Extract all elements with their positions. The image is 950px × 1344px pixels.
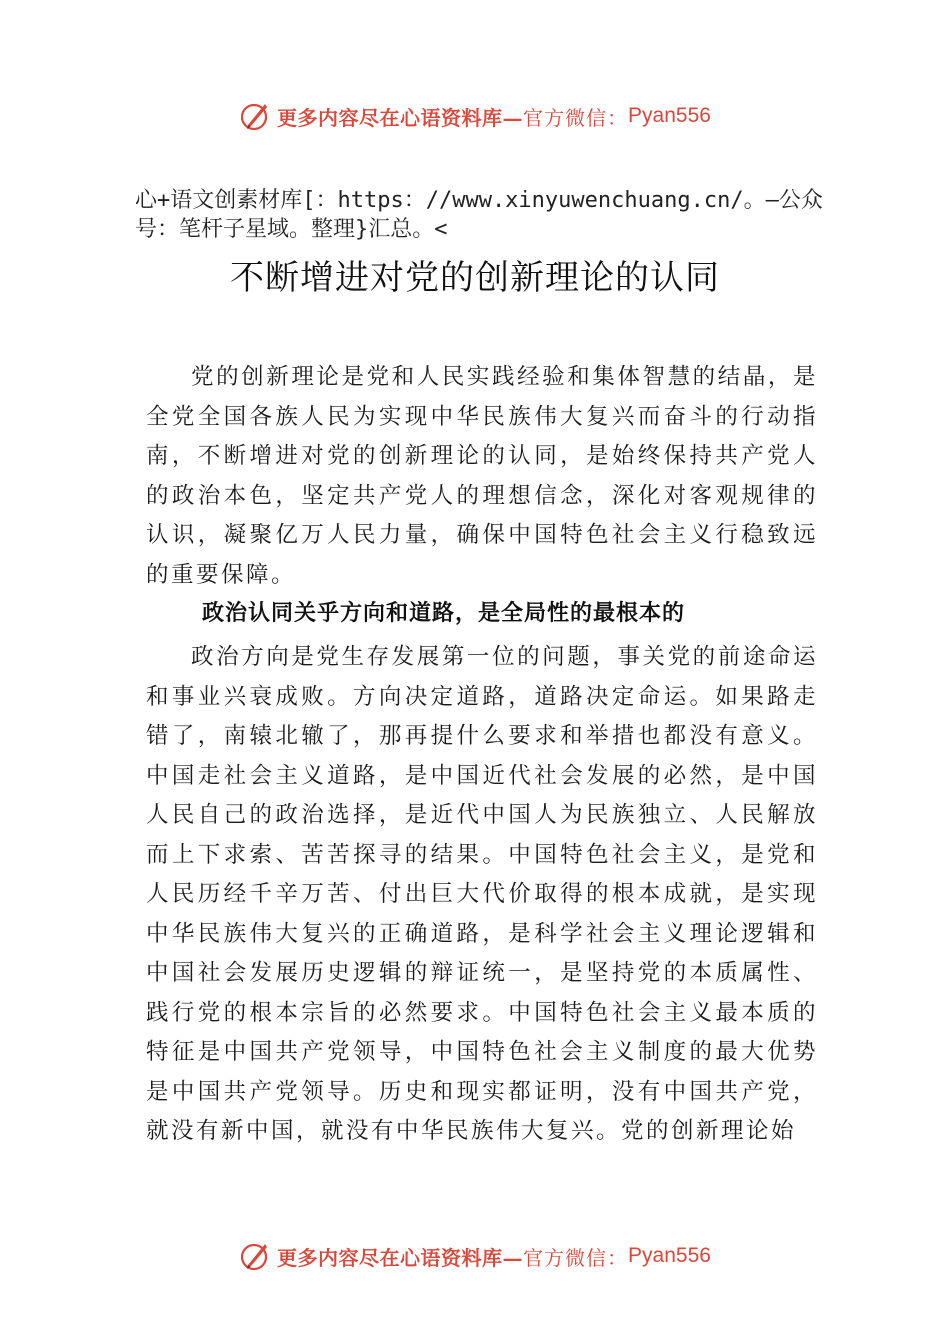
banner-contact-id: Pyan556 xyxy=(628,1244,711,1267)
quill-pen-logo-icon xyxy=(239,1239,273,1273)
quill-pen-logo-icon xyxy=(239,99,273,133)
banner-text: 更多内容尽在心语资料库— xyxy=(277,105,524,130)
paragraph-intro: 党的创新理论是党和人民实践经验和集体智慧的结晶，是全党全国各族人民为实现中华民族伟大复兴而奋斗的行动指南，不断增进对党的创新理论的认同，是始终保持共产党人的政治本色，坚定共产党人的理想信念，深化对客观规律的认识，凝聚亿万人民力量，确保中国特色社会主义行稳致远的重要保障。 xyxy=(146,364,818,588)
banner-text: 更多内容尽在心语资料库— xyxy=(277,1245,524,1270)
source-line: 心+语文创素材库[：https：//www.xinyuwenchuang.cn/。—公众号：笔杆子星域。整理}汇总。< xyxy=(135,188,823,242)
banner-contact-label: 官方微信： xyxy=(523,105,629,130)
footer-banner xyxy=(0,1236,950,1276)
section-heading: 政治认同关乎方向和道路，是全局性的最根本的 xyxy=(202,601,686,626)
paragraph-body: 政治方向是党生存发展第一位的问题，事关党的前途命运和事业兴衰成败。方向决定道路，道路决定命运。如果路走错了，南辕北辙了，那再提什么要求和举措也都没有意义。中国走社会主义道路，是中国近代社会发展的必然，是中国人民自己的政治选择，是近代中国人为民族独立、人民解放而上下求索、苦苦探寻的结果。中国特色社会主义，是党和人民历经千辛万苦、付出巨大代价取得的根本成就，是实现中华民族伟大复兴的正确道路，是科学社会主义理论逻辑和中国社会发展历史逻辑的辩证统一，是坚持党的本质属性、 践行党的根本宗旨的必然要求。中国特色社会主义最本质的特征是中国共产党领导，中国特色社会主义制度的最大优势是中国共产党领导。历史和现实都证明，没有中国共产党， 就没有新中国，就没有中华民族伟大复兴。党的创新理论始 xyxy=(146,644,818,1144)
header-banner xyxy=(0,96,950,136)
banner-contact-id: Pyan556 xyxy=(628,104,711,127)
page-title: 不断增进对党的创新理论的认同 xyxy=(230,258,720,298)
banner-contact-label: 官方微信： xyxy=(523,1245,629,1270)
